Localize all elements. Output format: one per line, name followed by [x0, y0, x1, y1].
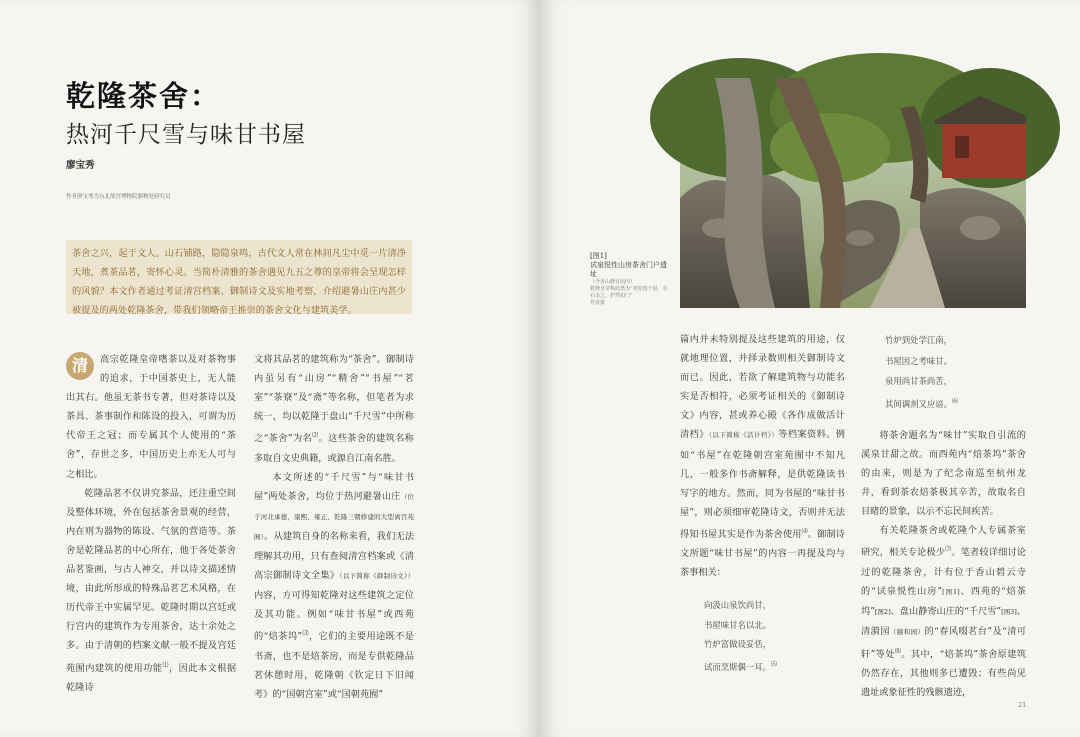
inline-note: （以下简称《活计档》）	[708, 431, 779, 440]
right-page	[540, 0, 1080, 737]
paragraph-text: 。御制诗文所题“味甘书屋”的内容一再提及均与茶事相关：	[680, 529, 845, 579]
paragraph-text: 、盘山静寄山庄的“千尺雪”	[890, 605, 1002, 617]
paragraph	[254, 350, 414, 468]
paragraph-text: 本文所述的“千尺雪”与“味甘书屋”两处茶舍，均位于热河避暑山庄	[254, 471, 414, 502]
paragraph	[66, 484, 236, 697]
paragraph-text: 篇内并未特别提及这些建筑的用途，仅就地理位置，并择录数则相关御制诗文而已。因此，若欲了解建筑物与功能名实是否相符，必须考证相关的《御制诗文》内容，甚或养心殿《各作成做活计清档》	[680, 334, 845, 441]
footnote-ref: ⑺	[945, 546, 952, 554]
poem-line	[704, 655, 845, 677]
figure-ref: [图1]	[942, 587, 960, 596]
paragraph-text: 乾隆品茗不仅讲究茶品，还注重空间及整体环境，外在包括茶舍景观的经营，内在则为器物的陈设、气氛的营造等。茶舍是乾隆品茗的中心所在，他于各处茶舍品茗鉴画，与古人神交，并以诗文描述情境，由此所形成的特殊品茗艺术风格，在历代帝王中实属罕见。乾隆时期以宫廷或行宫内的建筑作为专用茶舍，达十余处之多。由于清朝的档案文献一般不提及宫廷苑囿内建筑的使用功能	[66, 487, 236, 674]
caption-title: 试泉悦性山房茶舍门户遗址	[590, 261, 667, 278]
paragraph-text: 、清漪园	[861, 605, 1026, 637]
figure-ref: [图3]	[1001, 607, 1017, 616]
footnote-ref: ⑸	[771, 660, 778, 668]
paragraph-text: ，因此本文根据乾隆诗	[66, 662, 237, 693]
paragraph-text: 文将其品茗的建筑称为“茶舍”。御制诗内虽另有“山房”“精舍”“书屋”“茗室”“茶寮”及“斋”等名称，但笔者为求统一，均以乾隆于盘山“千尺雪”中所称之“茶舍”为名	[254, 354, 414, 445]
inline-note: （颐和园）	[889, 627, 925, 636]
paragraph-text: 有关乾隆茶舍或乾隆个人专属茶室研究，相关专论极少	[861, 525, 1026, 559]
paragraph-text: 内容，方可得知乾隆对这些建筑之定位及其功能。例如“味甘书屋”或西苑的“焙茶坞”	[254, 590, 414, 643]
paragraph	[66, 350, 236, 484]
paragraph	[861, 521, 1026, 702]
poem-line: 竹炉富做设妥恬，	[704, 639, 771, 650]
poem-line: 书屋因之考味甘。	[885, 355, 952, 366]
poem-line-text: 其间调剂又应谙。	[885, 398, 952, 409]
caption-credit: 作者摄	[590, 300, 606, 306]
paragraph-text: 。从建筑自身的名称来看，我们无法理解其功用，只有查阅清宫档案或《清高宗御制诗文全集》	[254, 530, 415, 582]
poem-block-1	[680, 596, 845, 677]
paragraph-text: 高宗乾隆皇帝嗜茶以及对茶物事的追求，于中国茶史上，无人能出其右。他虽无茶书专著，但对茶诗以及茶具、茶事制作和陈设的投入，可谓为历代帝王之冠；而专属其个人使用的“茶舍”，存世之多，中国历史上亦无人可与之相比。	[66, 354, 236, 480]
paragraph-text: 等档案资料。例如“书屋”在乾隆朝宫室苑囿中不知凡几，一般多作书斋解释，是供乾隆读书写字的地方。然而，同为书屋的“味甘书屋”，则必须细审乾隆诗文，否则并无法得知书屋其实是作为茶舍使用	[680, 429, 845, 540]
footnote-ref: ⑴	[162, 661, 169, 669]
poem-line-text: 试而烹斯偶一耳。	[704, 661, 771, 672]
poem-block-2	[861, 330, 1026, 414]
paragraph-text: ，它们的主要用途既不是书斋，也不是焙茶房，而是专供乾隆品茗休憩时用，乾隆朝《钦定日下旧闻考》的“国朝宫室”或“国朝苑囿”	[254, 631, 414, 700]
paragraph-text: 。其中，“焙茶坞”茶舍原建筑仍然存在，其他则多已遭毁；有些尚见遗址或象征性的残骸遗迹，	[861, 648, 1026, 699]
body-column-1	[66, 350, 237, 693]
paragraph-text: 的“春风啜茗台”及“清可轩”等处	[861, 625, 1027, 660]
paragraph-text: 。笔者较详细讨论过的乾隆茶舍，计有位于香山碧云寺的“试泉悦性山房”	[861, 547, 1026, 597]
footnote-ref: ⑹	[952, 397, 959, 405]
drop-cap: 清	[66, 352, 94, 380]
photo-caption	[590, 252, 672, 307]
abstract-box: 茶舍之兴，起于文人。山石铺路，隐隐泉鸣，古代文人常在林间凡尘中觅一片清净天地，煮茶品茗，寄怀心灵。当简朴清雅的茶舍遇见九五之尊的皇帝将会呈现怎样的风貌？本文作者通过考证清宫档案、御制诗文及实地考察，介绍避暑山庄内甚少被提及的两处乾隆茶舍，带我们领略帝王推崇的茶舍文化与建筑美学。	[66, 240, 412, 314]
inline-note: （位于河北承德，康熙、雍正、乾隆三朝修建的大型离宫苑囿）	[254, 492, 414, 541]
body-column-3	[680, 330, 845, 672]
author-note: 作者廖宝秀为台北故宫博物院器物处研究员	[66, 194, 171, 200]
poem-line: 泉用尚甘茶尚苦，	[885, 376, 952, 386]
footnote-ref: ⑵	[312, 432, 319, 440]
page-number: 21	[1018, 701, 1027, 709]
footnote-ref: ⑷	[801, 527, 808, 535]
paragraph-text: 将茶舍题名为“味甘”实取自引流的溪泉甘甜之故。而西苑内“焙茶坞”茶舍的由来，则是为了纪念南巡至杭州龙井，看到茶农焙茶极其辛苦，故取名自目睹的景象，以示不忘民间疾苦。	[861, 429, 1026, 518]
figure-ref: [图2]	[874, 607, 891, 616]
garden-photo-illustration	[680, 78, 1026, 308]
footnote-ref: ⑻	[894, 647, 902, 655]
poem-line	[885, 392, 1026, 414]
poem-line: 书屋味甘名以北。	[704, 619, 771, 630]
paragraph	[861, 426, 1026, 521]
caption-figure-number: [图1]	[590, 252, 607, 260]
article-subtitle: 热河千尺雪与味甘书屋	[66, 122, 306, 148]
body-column-4	[861, 330, 1027, 699]
paragraph	[680, 330, 845, 582]
body-column-2	[254, 350, 415, 700]
poem-line: 竹炉到处学江南，	[885, 335, 952, 345]
footnote-ref: ⑶	[302, 630, 309, 638]
paragraph-text: 、西苑的“焙茶坞”	[861, 585, 1026, 617]
caption-location: （今香山静宜园内）	[590, 279, 636, 285]
article-title: 乾隆茶舍：	[66, 79, 222, 113]
paragraph	[254, 468, 414, 704]
garden-photo	[680, 78, 1026, 308]
paragraph-text: 。这些茶舍的建筑名称多取自文史典籍，或源自江南名胜。	[254, 433, 414, 464]
caption-note: 乾隆皇帝称此类为“老松枝干侵，有石余之，护然如门”	[590, 286, 668, 299]
poem-line: 向汲山泉饮尚甘，	[704, 600, 771, 611]
author-name: 廖宝秀	[66, 160, 95, 171]
inline-note: （以下简称《御制诗文》）	[339, 572, 415, 581]
